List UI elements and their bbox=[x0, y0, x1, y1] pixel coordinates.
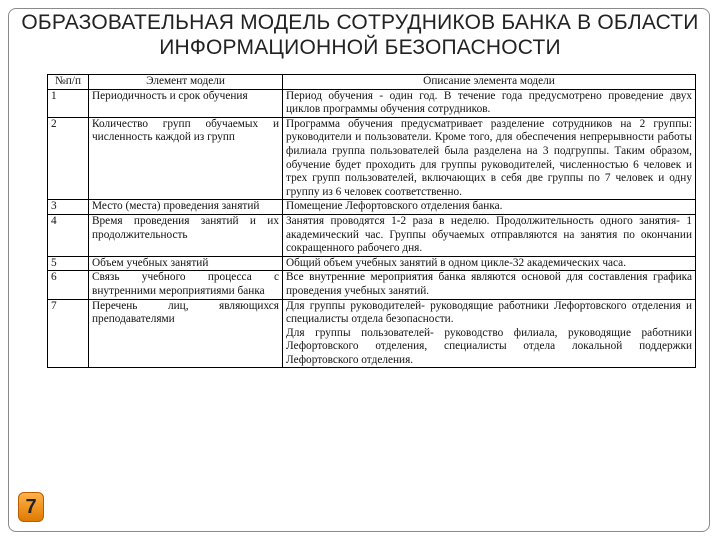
row-description: Общий объем учебных занятий в одном цикле-32 академических часа. bbox=[283, 256, 696, 271]
row-description: Программа обучения предусматривает разделение сотрудников на 2 группы: руководители и пользователи. Кроме того, для обеспечения непрерывности работы филиала группа пользователей была разделена на 3 подгруппы. Таким образом, обучение будет проходить для группы руководителей, численностью 6 человек и трех групп пользователей, включающих в себя две группы по 7 человек и одну группу из 6 человек соответственно. bbox=[283, 117, 696, 200]
header-element: Элемент модели bbox=[89, 75, 283, 90]
table-row bbox=[48, 299, 696, 368]
row-number: 6 bbox=[48, 271, 89, 299]
table-row bbox=[48, 89, 696, 117]
row-number: 3 bbox=[48, 200, 89, 215]
row-element: Перечень лиц, являющихся преподавателями bbox=[89, 299, 283, 368]
row-number: 7 bbox=[48, 299, 89, 368]
header-description: Описание элемента модели bbox=[283, 75, 696, 90]
table-row bbox=[48, 117, 696, 200]
table-row bbox=[48, 271, 696, 299]
row-element: Связь учебного процесса с внутренними мероприятиями банка bbox=[89, 271, 283, 299]
row-description bbox=[283, 299, 696, 368]
table-row bbox=[48, 200, 696, 215]
row-number: 4 bbox=[48, 214, 89, 256]
page-number-badge: 7 bbox=[18, 492, 44, 522]
row-element: Объем учебных занятий bbox=[89, 256, 283, 271]
row-number: 2 bbox=[48, 117, 89, 200]
row-element: Периодичность и срок обучения bbox=[89, 89, 283, 117]
table-row bbox=[48, 214, 696, 256]
description-paragraph: Для группы руководителей- руководящие работники Лефортовского отделения и специалисты отдела безопасности. bbox=[286, 299, 692, 326]
row-number: 5 bbox=[48, 256, 89, 271]
model-table bbox=[47, 74, 696, 368]
row-number: 1 bbox=[48, 89, 89, 117]
table-row bbox=[48, 256, 696, 271]
header-number: №п/п bbox=[48, 75, 89, 90]
row-element: Место (места) проведения занятий bbox=[89, 200, 283, 215]
row-description: Все внутренние мероприятия банка являются основой для составления графика проведения учебных занятий. bbox=[283, 271, 696, 299]
row-description: Период обучения - один год. В течение года предусмотрено проведение двух циклов программы обучения сотрудников. bbox=[283, 89, 696, 117]
row-element: Количество групп обучаемых и численность каждой из групп bbox=[89, 117, 283, 200]
slide-title: ОБРАЗОВАТЕЛЬНАЯ МОДЕЛЬ СОТРУДНИКОВ БАНКА В ОБЛАСТИ ИНФОРМАЦИОННОЙ БЕЗОПАСНОСТИ bbox=[21, 11, 699, 59]
row-description: Занятия проводятся 1-2 раза в неделю. Продолжительность одного занятия- 1 академический час. Группы обучаемых отправляются на занятия по окончании сокращенного рабочего дня. bbox=[283, 214, 696, 256]
description-paragraph: Для группы пользователей- руководство филиала, руководящие работники Лефортовского отделения, специалисты отдела локальной поддержки Лефортовского отделения. bbox=[286, 326, 692, 366]
row-element: Время проведения занятий и их продолжительность bbox=[89, 214, 283, 256]
row-description: Помещение Лефортовского отделения банка. bbox=[283, 200, 696, 215]
table-header-row bbox=[48, 75, 696, 90]
